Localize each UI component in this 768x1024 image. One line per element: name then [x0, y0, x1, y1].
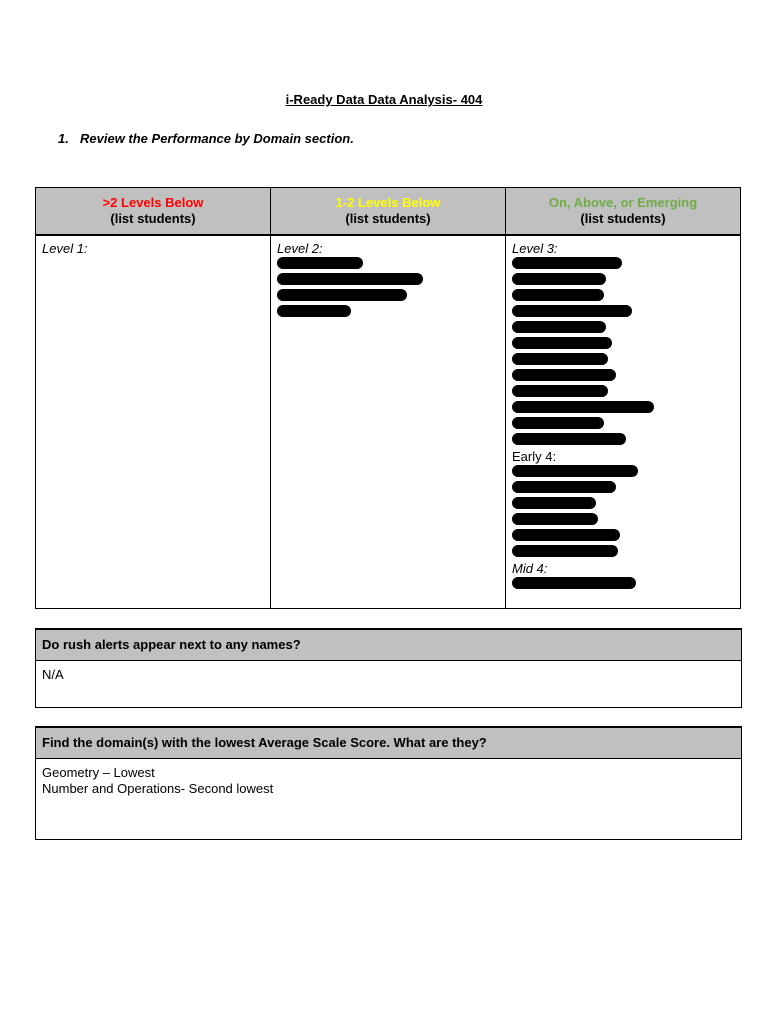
rush-alerts-answer: N/A [42, 667, 64, 682]
redacted-name [512, 337, 612, 349]
question-1 [58, 131, 354, 146]
redacted-name [512, 273, 606, 285]
level-3-label: Level 3: [512, 241, 558, 256]
header-two-plus-levels-below-title: >2 Levels Below [102, 195, 204, 210]
redacted-name [512, 433, 626, 445]
rush-alerts-box [35, 628, 742, 708]
document-title: i-Ready Data Data Analysis- 404 [285, 92, 483, 107]
table-body-row [36, 235, 741, 609]
header-on-above-emerging-sub: (list students) [580, 211, 666, 226]
redacted-name [277, 273, 423, 285]
header-one-two-levels-below-sub: (list students) [345, 211, 431, 226]
table-header-row [36, 188, 741, 236]
question-1-text: Review the Performance by Domain section. [80, 131, 354, 146]
lowest-domain-question: Find the domain(s) with the lowest Average Scale Score. What are they? [36, 727, 741, 759]
level-2-label: Level 2: [277, 241, 323, 256]
redacted-name [512, 545, 618, 557]
redacted-name [512, 257, 622, 269]
redacted-name [277, 289, 407, 301]
redacted-name [512, 465, 638, 477]
mid-4-label: Mid 4: [512, 561, 548, 576]
level-1-label: Level 1: [42, 241, 88, 256]
redacted-name [512, 369, 616, 381]
performance-levels-table [35, 187, 741, 609]
redacted-name [277, 257, 363, 269]
lowest-domain-answer-line-2: Number and Operations- Second lowest [42, 781, 274, 796]
redacted-name [512, 497, 596, 509]
lowest-domain-answer [36, 759, 741, 803]
redacted-name [512, 401, 654, 413]
redacted-name [512, 577, 636, 589]
early-4-label: Early 4: [512, 449, 557, 464]
redacted-name [512, 321, 606, 333]
redacted-name [512, 289, 604, 301]
question-1-number: 1. [58, 131, 69, 146]
header-one-two-levels-below-title: 1-2 Levels Below [335, 195, 441, 210]
lowest-domain-answer-line-1: Geometry – Lowest [42, 765, 155, 780]
header-two-plus-levels-below [36, 188, 271, 236]
redacted-name [512, 529, 620, 541]
header-on-above-emerging-title: On, Above, or Emerging [548, 195, 698, 210]
redacted-name [512, 353, 608, 365]
header-one-two-levels-below [271, 188, 506, 236]
cell-level-2 [271, 235, 506, 609]
cell-level-1 [36, 235, 271, 609]
header-two-plus-levels-below-sub: (list students) [110, 211, 196, 226]
redacted-name [512, 513, 598, 525]
cell-level-3-and-above [506, 235, 741, 609]
header-on-above-emerging [506, 188, 741, 236]
rush-alerts-question: Do rush alerts appear next to any names? [36, 629, 741, 661]
redacted-name [277, 305, 351, 317]
redacted-name [512, 305, 632, 317]
lowest-domain-box [35, 726, 742, 840]
redacted-name [512, 481, 616, 493]
redacted-name [512, 417, 604, 429]
redacted-name [512, 385, 608, 397]
